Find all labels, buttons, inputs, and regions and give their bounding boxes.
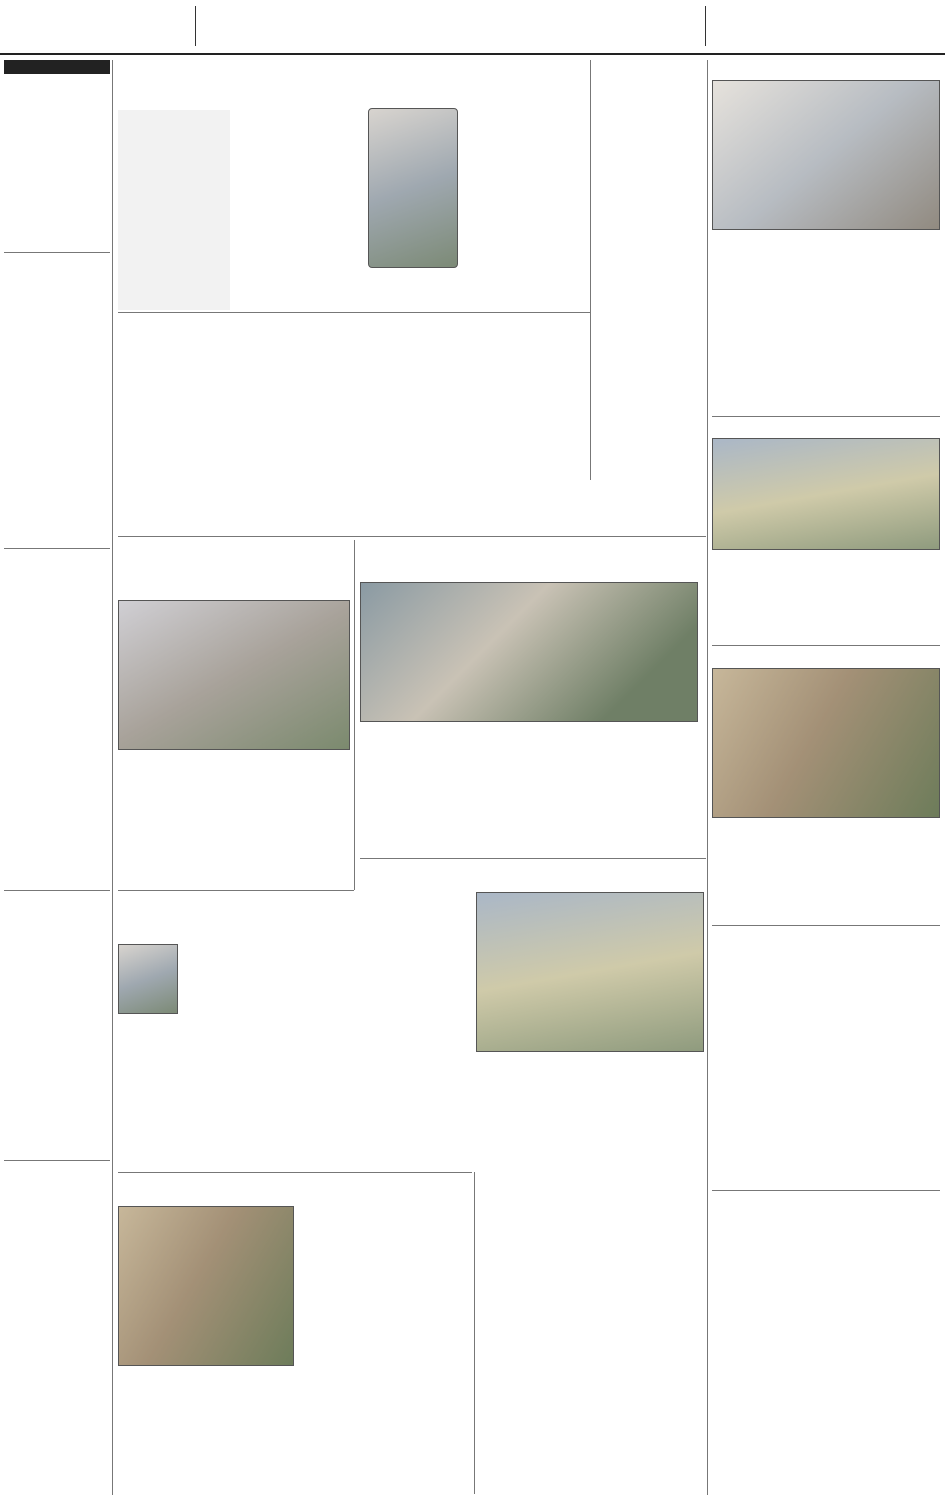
finance-headline (712, 62, 940, 78)
erickshaw-photo (712, 438, 940, 550)
sankat-headline-1 (118, 894, 354, 916)
encounter-body-3 (346, 360, 456, 530)
truck-headline (712, 649, 940, 665)
lead-body (236, 110, 364, 310)
lead-photo-caption (368, 272, 458, 310)
dm-body-2 (474, 726, 584, 856)
bomb-headline (712, 929, 940, 963)
women-headline-2 (118, 570, 350, 596)
encounter-headline (118, 316, 588, 356)
finance-body (712, 234, 940, 414)
brief-4 (4, 894, 110, 1154)
women-headline-1 (118, 542, 350, 568)
finance-meeting-photo (712, 80, 940, 230)
lead-headline (118, 60, 586, 106)
dm-meeting-photo (360, 582, 698, 722)
sankat-photo (118, 944, 178, 1014)
brief-5 (4, 1164, 110, 1494)
women-photo (118, 600, 350, 750)
email (6, 16, 156, 26)
page-number (912, 6, 944, 40)
tehsil-body-2 (476, 1056, 704, 1172)
varanasi-headline-1 (480, 1176, 704, 1204)
bomb-body (712, 967, 940, 1187)
women-body-2 (236, 754, 350, 884)
couple-body (298, 1206, 472, 1366)
sankat-body-2 (118, 1028, 354, 1168)
tehsil-photo (476, 892, 704, 1052)
varanasi-headline-2 (480, 1206, 704, 1234)
truck-photo (712, 668, 940, 818)
brief-1 (4, 78, 110, 248)
encounter-body (118, 360, 228, 530)
erickshaw-headline (712, 420, 940, 436)
lead-body-cont (464, 110, 586, 310)
brand (720, 6, 910, 40)
section-title (215, 10, 695, 40)
leak-headline (712, 1194, 940, 1242)
rail-headline (596, 62, 704, 124)
briefs-label (4, 60, 110, 64)
masthead (0, 0, 945, 55)
tehsil-body (360, 892, 472, 1112)
couple-photo (118, 1206, 294, 1366)
cm-photo (368, 108, 458, 268)
brief-2 (4, 256, 110, 548)
leak-body (712, 1246, 940, 1494)
women-body (118, 754, 232, 884)
rail-body (596, 128, 704, 428)
date-line (6, 4, 156, 14)
tractor-body (462, 432, 702, 532)
dm-headline (360, 548, 704, 578)
lead-bullets (118, 110, 230, 310)
briefs-label-bar (4, 60, 110, 74)
truck-body (712, 822, 940, 922)
dm-body (360, 726, 470, 856)
tehsil-headline (360, 862, 704, 888)
varanasi-body (480, 1238, 704, 1494)
sankat-body (182, 944, 354, 1024)
tractor-headline (462, 412, 702, 428)
encounter-body-2 (232, 360, 342, 530)
erickshaw-body (712, 553, 940, 643)
dm-body-3 (588, 726, 702, 856)
brief-3 (4, 552, 110, 887)
sankat-headline-2 (118, 918, 354, 940)
couple-headline (118, 1176, 470, 1202)
couple-body-2 (118, 1370, 472, 1494)
encounter-body-4 (462, 360, 588, 410)
